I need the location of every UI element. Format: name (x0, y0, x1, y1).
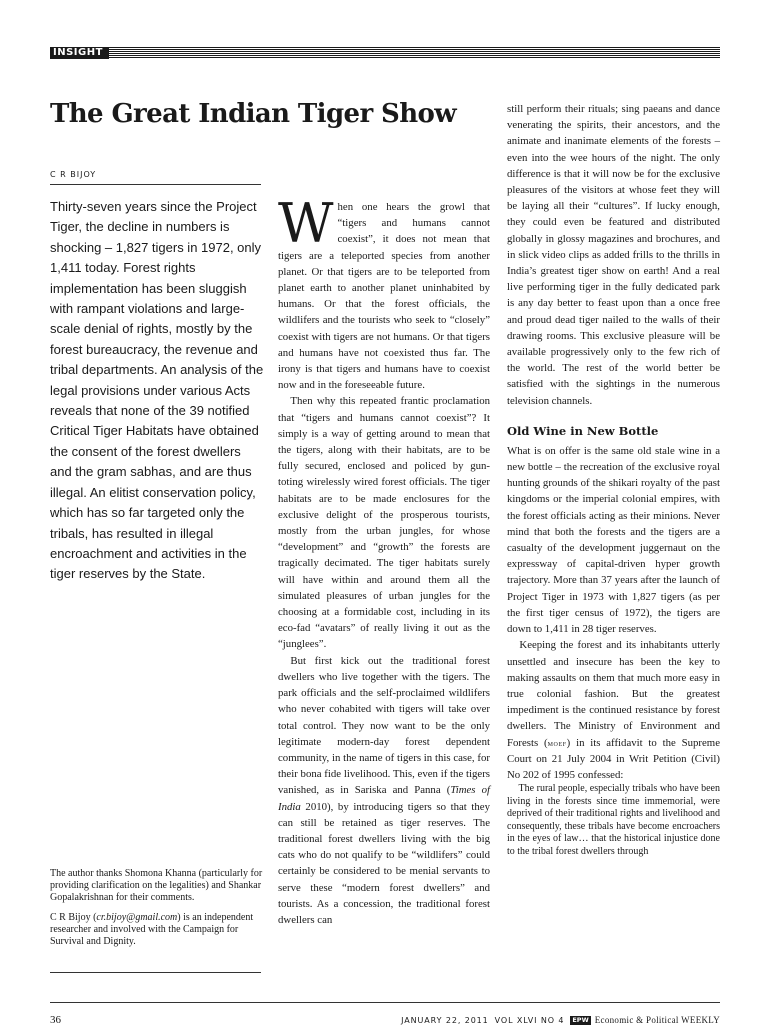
drop-cap: W (278, 192, 334, 255)
body-column-3 (507, 101, 720, 858)
body-paragraph: But first kick out the traditional forest dwellers who live together with the tigers. The park officials and the self-proclaimed wildlifers who never cohabited with tigers will take over total control. They now want to be the only legitimate modern-day forest dependent community, in the name of tigers in this case, for their bona fide livelihood. This, even if the tigers vanished, as in Sariska and Panna (Times of India 2010), by introducing tigers so that they can still be retained as tiger reserves. The traditional forest dwellers living with the big cats who do not qualify to be “wildlifers” could certainly be considered to be menial servants to serve these “modern forest dwellers” and tourists. As a concession, the traditional forest dwellers can (278, 654, 490, 926)
author-notes (50, 868, 265, 955)
page-number: 36 (50, 1014, 61, 1026)
body-paragraph: Then why this repeated frantic proclamation that “tigers and humans cannot coexist”? It simply is a way of getting around to mean that the tigers, along with their habitats, are to be fully secured, enclosed and policed by gun-toting wirelessly wired forest officials. The tiger habitats are to be made enclosures for the exclusive delight of the prosperous tourists, mostly from the urban jungles, for whose “development” and “growth” the forests are tragically decimated. The tiger habitats surely will have within and around them all the simulated pleasures of urban jungles for the choosing at a formidable cost, including in its eco-fad “avatars” of really living it out as the “junglees”. (278, 395, 490, 651)
subheading: Old Wine in New Bottle (507, 423, 659, 438)
footer-rule (50, 1002, 720, 1003)
author-note: C R Bijoy (cr.bijoy@gmail.com) is an independent researcher and involved with the Campaign for Survival and Dignity. (50, 911, 254, 948)
byline: C R BIJOY (50, 170, 97, 179)
body-paragraph: When one hears the growl that “tigers and humans cannot coexist”, it does not mean that tigers are a teleported species from another planet. Or that tigers are to be teleported from planet earth to another planet uninhabited by humans. Or that the forest officials, the wildlifers and the tourists who seek to “closely” coexist with tigers are not humans. Or that tigers and humans have not coexisted thus far. The irony is that tigers and humans have to coexist now and in the foreseeable future. (278, 192, 490, 392)
block-quote: The rural people, especially tribals who have been living in the forests since time immemorial, were deprived of their traditional rights and livelihood and consequently, these tribals have become encroachers in the eyes of law… that the historical injustice done to the tribal forest dwellers through (507, 783, 720, 857)
body-paragraph: still perform their rituals; sing paeans and dance venerating the spirits, their ancestors, and the animate and inanimate elements of the forests – even into the wee hours of the night. The only difference is that it will now be for the exclusive pleasures of the visitors at whose feet they will be laying all their “cultures”. If lucky enough, they could even be featured and distributed globally in glossy magazines and brochures, and in slick video clips as added frills to the thrills in India’s greatest tiger show on earth! And a real live performing tiger in the fully dedicated park is any day better to feast upon than a once free and proud dead tiger nailed to the walls of their drawing rooms. This exclusive pleasure will be available progressively only to the few rich of the world. The rest of the world better be satisfied with the sightings in the numerous television channels. (507, 103, 720, 407)
notes-rule (50, 972, 261, 973)
body-paragraph: What is on offer is the same old stale wine in a new bottle – the recreation of the exclusive royal hunting grounds of the shikari royalty of the past kingdoms or the imperial colonial empires, with the forest officials acting as their minions. Never mind that both the forests and the tigers are a casualty of the development juggernaut on the expressway of capital-driven hyper growth trajectory. More than 37 years after the launch of Project Tiger in 1973 with 1,827 tigers (as per the first tiger census of 1972), the tigers are down to 1,411 in 28 tiger reserves. (507, 444, 720, 636)
body-column-2 (278, 192, 490, 928)
issue-volume: VOL XLVI NO 4 (494, 1016, 565, 1025)
section-label: INSIGHT (50, 47, 109, 59)
article-title: The Great Indian Tiger Show (50, 99, 457, 129)
footer-issue-info (401, 1014, 720, 1027)
acknowledgement-note: The author thanks Shomona Khanna (particularly for providing clarification on the legalities) and Shankar Gopalakrishnan for their comments. (50, 868, 263, 904)
citation: Times of India (278, 784, 490, 813)
section-header-bar (50, 47, 720, 59)
journal-name: Economic & Political WEEKLY (594, 1015, 720, 1025)
author-name: C R Bijoy (50, 911, 91, 923)
page-footer (50, 1014, 720, 1026)
author-bio: is an independent researcher and involved with the Campaign for Survival and Dignity. (50, 911, 254, 948)
author-email[interactable]: cr.bijoy@gmail.com (96, 911, 178, 923)
standfirst: Thirty-seven years since the Project Tiger, the decline in numbers is shocking – 1,827 tigers in 1972, only 1,411 today. Forest rights implementation has been sluggish with rampant violations and large-scale denial of rights, mostly by the forest bureaucracy, the revenue and tribal departments. An analysis of the legal provisions under various Acts reveals that none of the 39 notified Critical Tiger Habitats have obtained the consent of the forest dwellers and the gram sabhas, and are thus illegal. An elitist conservation policy, which has so far targeted only the tribals, has resulted in illegal encroachment and activities in the tiger reserves by the State. (50, 199, 264, 582)
issue-date: JANUARY 22, 2011 (401, 1016, 489, 1025)
epw-logo: EPW (572, 1016, 589, 1024)
body-paragraph: Keeping the forest and its inhabitants utterly unsettled and insecure has been the key to making assaults on them that much more easy in true colonial fashion. But the greatest impediment is the continued resistance by forest dwellers. The Ministry of Environment and Forests (moef) in its affidavit to the Supreme Court on 21 July 2004 in Writ Petition (Civil) No 202 of 1995 confessed: (507, 639, 720, 781)
byline-rule (50, 184, 261, 185)
abbreviation: moef (547, 737, 567, 748)
